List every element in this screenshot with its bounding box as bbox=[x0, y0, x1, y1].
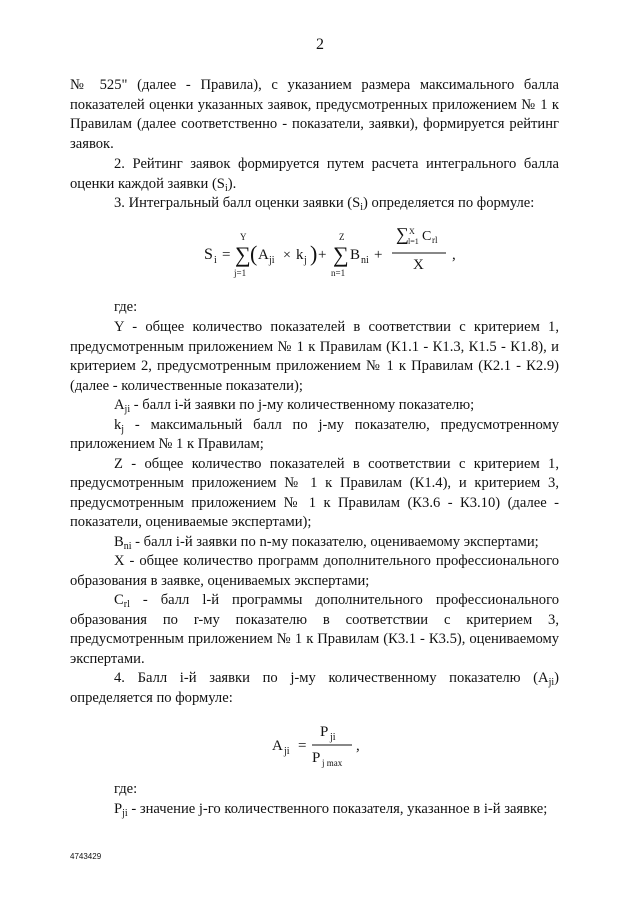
f1-eq: = bbox=[222, 247, 231, 263]
def-c bbox=[70, 591, 559, 669]
f1-sum1-lower: j=1 bbox=[234, 268, 247, 278]
def-y: Y - общее количество показателей в соответствии с критерием 1, предусмотренным приложением № 1 к Правилам (К1.1 - К1.3, К1.5 - К1.8), и критерием 2, предусмотренным приложением № 1 к Правилам (К2.1 - К2.9) (далее - количественные показатели); bbox=[70, 319, 559, 394]
def-b bbox=[70, 533, 559, 553]
f1-sum1-upper: Y bbox=[240, 232, 247, 242]
def-b-sub: ni bbox=[123, 540, 132, 552]
f1-b: B bbox=[350, 247, 361, 263]
f1-k: k bbox=[296, 247, 304, 263]
def-p-text: - значение j-го количественного показателя, указанное в i-й заявке; bbox=[127, 801, 548, 817]
def-c-text: - балл l-й программы дополнительного профессионального образования по r-му показателю в соответствии с критерием 3, предусмотренным приложением № 1 к Правилам (К3.1 - К3.5), оцениваемому экспертами. bbox=[70, 592, 559, 667]
item-3-pre: 3. Интегральный балл оценки заявки (S bbox=[114, 195, 361, 211]
f2-den: P bbox=[312, 750, 321, 766]
def-p bbox=[70, 800, 559, 820]
f1-b-sub: ni bbox=[361, 255, 369, 266]
item-4 bbox=[70, 669, 559, 708]
def-k-text: - максимальный балл по j-му показателю, предусмотренному приложением № 1 к Правилам; bbox=[70, 416, 559, 452]
definitions-block-2 bbox=[70, 800, 559, 820]
f2-eq: = bbox=[298, 738, 307, 754]
f1-sum2-lower: n=1 bbox=[331, 268, 346, 278]
where-1-text: где: bbox=[114, 299, 138, 315]
def-k-sub: j bbox=[121, 423, 125, 435]
f1-a-sub: ji bbox=[269, 255, 275, 266]
def-k bbox=[70, 416, 559, 455]
def-p-sub: ji bbox=[122, 808, 128, 819]
formula-quantitative-score bbox=[268, 716, 388, 776]
item-2-paragraph bbox=[70, 155, 559, 194]
f2-lhs-sub: ji bbox=[284, 746, 290, 757]
f1-c-sub: rl bbox=[432, 235, 438, 245]
where-2-text: где: bbox=[114, 781, 138, 797]
def-k-sym: k bbox=[114, 416, 122, 433]
item-2-pre: 2. Рейтинг заявок формируется путем расчета интегрального балла оценки каждой заявки (S bbox=[70, 156, 559, 192]
def-a-sub: ji bbox=[124, 404, 131, 415]
f1-paren-open: ( bbox=[250, 241, 258, 266]
f2-num: P bbox=[320, 724, 329, 740]
def-b-sym: B bbox=[114, 533, 124, 550]
intro-paragraph bbox=[70, 76, 559, 154]
item-2-sub: i bbox=[224, 182, 228, 194]
f2-num-sub: ji bbox=[330, 732, 336, 743]
item-2-post: ). bbox=[227, 175, 237, 192]
def-z: Z - общее количество показателей в соответствии с критерием 1, предусмотренным приложением № 1 к Правилам (К1.4), и критерием 3, предусмотренным приложением № 1 к Правилам (К3.6 - К3.10) (далее - показатели, оцениваемые экспертами); bbox=[70, 455, 559, 530]
f1-lhs-sub: i bbox=[214, 255, 217, 266]
item-3-post: ) определяется по формуле: bbox=[363, 195, 535, 211]
def-b-text: - балл i-й заявки по n-му показателю, оцениваемому экспертами; bbox=[131, 533, 539, 550]
f1-lhs: S bbox=[204, 246, 213, 263]
page-number: 2 bbox=[316, 36, 324, 53]
item-4-sub: ji bbox=[548, 677, 555, 688]
f1-sum1-sign: ∑ bbox=[235, 242, 251, 267]
def-a bbox=[70, 396, 559, 416]
item-4-post: ) определяется по формуле: bbox=[70, 670, 559, 706]
f1-times: × bbox=[283, 248, 291, 263]
intro-text: № 525" (далее - Правила), с указанием размера максимального балла показателей оценки указанных заявок, предусмотренных приложением № 1 к Правилам (далее соответственно - показатели, заявки), формируется рейтинг заявок. bbox=[70, 77, 559, 152]
f1-paren-close: ) bbox=[310, 241, 318, 266]
f1-sum2-upper: Z bbox=[339, 232, 345, 242]
f1-comma: , bbox=[452, 247, 456, 263]
item-4-pre: 4. Балл i-й заявки по j-му количественному показателю (A bbox=[114, 670, 549, 686]
f1-sum2-sign: ∑ bbox=[333, 242, 349, 267]
definitions-block-1 bbox=[70, 318, 559, 708]
f1-sum3-sign: ∑ bbox=[396, 224, 409, 244]
f1-a: A bbox=[258, 247, 269, 263]
def-x: X - общее количество программ дополнительного профессионального образования в заявке, оцениваемых экспертами; bbox=[70, 553, 559, 589]
formula-integral-score bbox=[200, 222, 520, 286]
f1-denominator: X bbox=[413, 257, 424, 273]
def-a-text: - балл i-й заявки по j-му количественному показателю; bbox=[130, 397, 475, 413]
where-1 bbox=[70, 298, 559, 318]
f2-den-sub: j max bbox=[322, 758, 343, 768]
item-3-paragraph bbox=[70, 194, 559, 214]
f1-sum3-upper: X bbox=[409, 227, 415, 236]
f1-plus2: + bbox=[374, 247, 383, 263]
document-id: 4743429 bbox=[70, 852, 102, 861]
f1-sum3-lower: l=1 bbox=[408, 237, 419, 246]
where-2 bbox=[70, 780, 559, 800]
def-c-sym: C bbox=[114, 592, 124, 608]
def-c-sub: rl bbox=[123, 599, 130, 610]
f1-c: C bbox=[422, 229, 432, 244]
f2-comma: , bbox=[356, 738, 360, 754]
def-p-sym: P bbox=[114, 801, 123, 817]
f2-lhs: A bbox=[272, 738, 283, 754]
item-3-sub: i bbox=[360, 202, 364, 213]
f1-k-sub: j bbox=[304, 255, 307, 266]
def-a-sym: A bbox=[114, 397, 125, 413]
f1-plus1: + bbox=[318, 247, 327, 263]
